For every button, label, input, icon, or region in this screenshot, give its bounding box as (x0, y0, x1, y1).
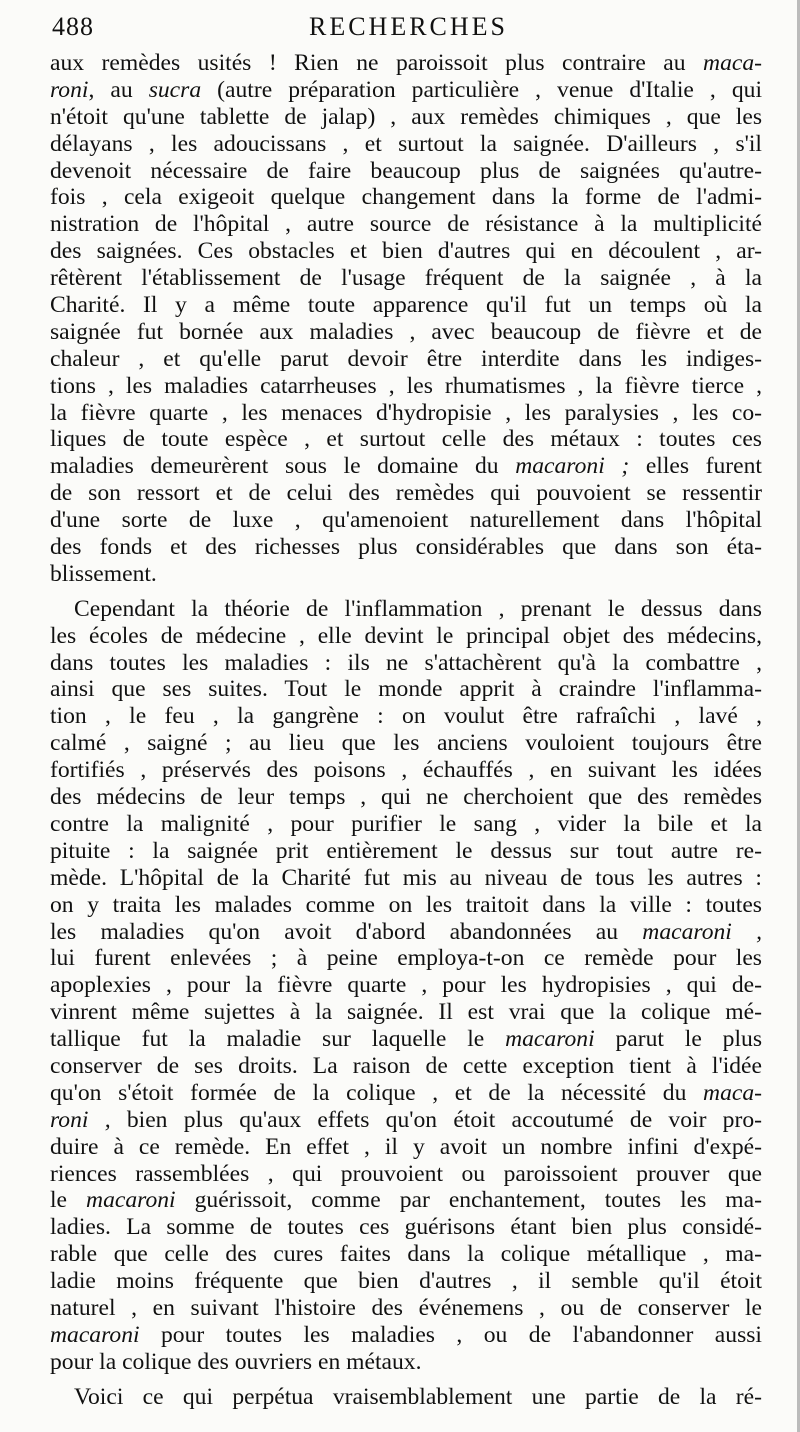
text-run: on y traita les malades comme on les traitoit dans la ville : toutes (50, 891, 762, 918)
text-run: bien plus qu'aux effets qu'on étoit accoutumé de voir pro- (110, 1106, 762, 1133)
text-line (50, 1268, 762, 1295)
text-run: délayans , les adoucissans , et surtout la saignée. D'ailleurs , s'il (50, 130, 762, 157)
text-run: blissement. (50, 560, 157, 587)
text-line (50, 972, 762, 999)
text-run: des saignées. Ces obstacles et bien d'autres qui en découlent , ar- (50, 238, 762, 265)
text-run: elles furent (629, 453, 762, 480)
text-run: d'une sorte de luxe , qu'amenoient naturellement dans l'hôpital (50, 507, 762, 534)
text-line (50, 892, 762, 919)
text-line (50, 1053, 762, 1080)
text-run: rêtèrent l'établissement de l'usage fréquent de la saignée , à la (50, 265, 762, 292)
italic-term: maca- (703, 1079, 762, 1106)
text-run: aux remèdes usités ! Rien ne paroissoit plus contraire au (50, 50, 704, 76)
text-run: pour toutes les maladies , ou de l'abandonner aussi (139, 1321, 762, 1348)
text-run: qu'on s'étoit formée de la colique , et de la nécessité du (50, 1079, 704, 1106)
text-line (50, 184, 762, 211)
italic-term: macaroni (505, 1026, 595, 1053)
text-line (50, 784, 762, 811)
text-run: des médecins de leur temps , qui ne cherchoient que des remèdes (50, 784, 762, 811)
page-header (52, 12, 765, 48)
text-run: nistration de l'hôpital , autre source de résistance à la multiplicité (50, 211, 762, 238)
text-run: mède. L'hôpital de la Charité fut mis au niveau de tous les autres : (50, 864, 762, 891)
text-line (50, 838, 762, 865)
text-line (50, 865, 762, 892)
text-run: tion , le feu , la gangrène : on voulut être rafraîchi , lavé , (50, 703, 762, 730)
italic-term: roni (50, 76, 89, 103)
text-line (50, 453, 762, 480)
text-run: n'étoit qu'une tablette de jalap) , aux remèdes chimiques , que les (50, 103, 762, 130)
text-line (50, 1026, 762, 1053)
text-run: Charité. Il y a même toute apparence qu'il fut un temps où la (50, 292, 762, 319)
text-line (50, 104, 762, 131)
text-run: riences rassemblées , qui prouvoient ou paroissoient prouver que (50, 1160, 762, 1187)
text-line (50, 1080, 762, 1107)
text-run: parut le plus (594, 1026, 762, 1053)
text-run: liques de toute espèce , et surtout celle des métaux : toutes ces (50, 426, 762, 453)
text-run: (autre préparation particulière , venue d'Italie , qui (201, 76, 762, 103)
text-line (50, 265, 762, 292)
text-line (50, 650, 762, 677)
paragraph-gap (50, 588, 762, 596)
italic-term: macaroni , (642, 918, 762, 945)
text-run: lui furent enlevées ; à peine employa-t-on ce remède pour les (50, 945, 762, 972)
text-run: tions , les maladies catarrheuses , les rhumatismes , la fièvre tierce , (50, 372, 762, 399)
running-title: RECHERCHES (308, 12, 509, 41)
text-line (50, 131, 762, 158)
text-run: les écoles de médecine , elle devint le principal objet des médecins, (50, 622, 762, 649)
text-line (50, 730, 762, 757)
text-run: duire à ce remède. En effet , il y avoit un nombre infini d'expé- (50, 1133, 762, 1160)
italic-term: macaroni ; (515, 453, 630, 480)
text-line (50, 999, 762, 1026)
text-run: naturel , en suivant l'histoire des événemens , ou de conserver le (50, 1294, 762, 1321)
text-run: devenoit nécessaire de faire beaucoup plus de saignées qu'autre- (50, 157, 762, 184)
text-line (50, 1161, 762, 1188)
text-run: la fièvre quarte , les menaces d'hydropisie , les paralysies , les co- (50, 399, 762, 426)
text-run: ladies. La somme de toutes ces guérisons étant bien plus considé- (50, 1214, 762, 1241)
text-run: conserver de ses droits. La raison de cette exception tient à l'idée (50, 1052, 762, 1079)
text-line (50, 1349, 762, 1376)
text-line (50, 211, 762, 238)
text-run: fois , cela exigeoit quelque changement dans la forme de l'admi- (50, 184, 762, 211)
text-line (50, 1384, 762, 1411)
text-run: dans toutes les maladies : ils ne s'attachèrent qu'à la combattre , (50, 649, 762, 676)
text-line (50, 1241, 762, 1268)
text-run: contre la malignité , pour purifier le sang , vider la bile et la (50, 810, 762, 837)
text-body (50, 50, 762, 1411)
text-line (50, 1295, 762, 1322)
italic-term: sucra (148, 76, 202, 103)
text-run: , au (88, 76, 149, 103)
page-number: 488 (52, 12, 94, 41)
italic-term: maca- (703, 50, 762, 76)
text-run: calmé , saigné ; au lieu que les anciens vouloient toujours être (50, 730, 762, 757)
text-run: chaleur , et qu'elle parut devoir être interdite dans les indiges- (50, 345, 762, 372)
text-line (50, 919, 762, 946)
text-line (50, 811, 762, 838)
text-run: le (50, 1187, 87, 1214)
text-line (50, 703, 762, 730)
text-run: de son ressort et de celui des remèdes qui pouvoient se ressentir (50, 480, 762, 507)
text-line (50, 623, 762, 650)
paragraph-gap (50, 1376, 762, 1384)
text-run: vinrent même sujettes à la saignée. Il est vrai que la colique mé- (50, 999, 762, 1026)
text-run: pituite : la saignée prit entièrement le dessus sur tout autre re- (50, 837, 762, 864)
text-line (50, 534, 762, 561)
text-line (50, 292, 762, 319)
text-line (50, 1134, 762, 1161)
text-line (50, 480, 762, 507)
text-run: tallique fut la maladie sur laquelle le (50, 1026, 506, 1053)
text-run: guérissoit, comme par enchantement, toutes les ma- (175, 1187, 762, 1214)
text-line (50, 50, 762, 77)
text-run: des fonds et des richesses plus considérables que dans son éta- (50, 534, 762, 561)
text-run: maladies demeurèrent sous le domaine du (50, 453, 516, 480)
text-line (50, 158, 762, 185)
text-line (50, 77, 762, 104)
text-run: Cependant la théorie de l'inflammation , prenant le dessus dans (74, 595, 762, 622)
text-line (50, 945, 762, 972)
text-run: Voici ce qui perpétua vraisemblablement une partie de la ré- (74, 1383, 762, 1410)
text-line (50, 561, 762, 588)
italic-term: roni , (50, 1106, 111, 1133)
text-line (50, 676, 762, 703)
text-run: apoplexies , pour la fièvre quarte , pour les hydropisies , qui de- (50, 972, 762, 999)
text-run: ladie moins fréquente que bien d'autres , il semble qu'il étoit (50, 1268, 762, 1295)
text-run: pour la colique des ouvriers en métaux. (50, 1348, 422, 1375)
text-line (50, 346, 762, 373)
text-line (50, 1214, 762, 1241)
text-line (50, 426, 762, 453)
text-run: les maladies qu'on avoit d'abord abandonnées au (50, 918, 643, 945)
text-run: saignée fut bornée aux maladies , avec beaucoup de fièvre et de (50, 318, 762, 345)
text-run: fortifiés , préservés des poisons , échauffés , en suivant les idées (50, 757, 762, 784)
text-line (50, 400, 762, 427)
italic-term: macaroni (86, 1187, 176, 1214)
text-line (50, 1322, 762, 1349)
text-run: ainsi que ses suites. Tout le monde apprit à craindre l'inflamma- (50, 676, 762, 703)
text-line (50, 373, 762, 400)
text-line (50, 757, 762, 784)
text-line (50, 319, 762, 346)
italic-term: macaroni (50, 1321, 140, 1348)
text-line (50, 507, 762, 534)
text-line (50, 596, 762, 623)
text-line (50, 238, 762, 265)
text-line (50, 1187, 762, 1214)
text-line (50, 1107, 762, 1134)
text-run: rable que celle des cures faites dans la colique métallique , ma- (50, 1241, 762, 1268)
